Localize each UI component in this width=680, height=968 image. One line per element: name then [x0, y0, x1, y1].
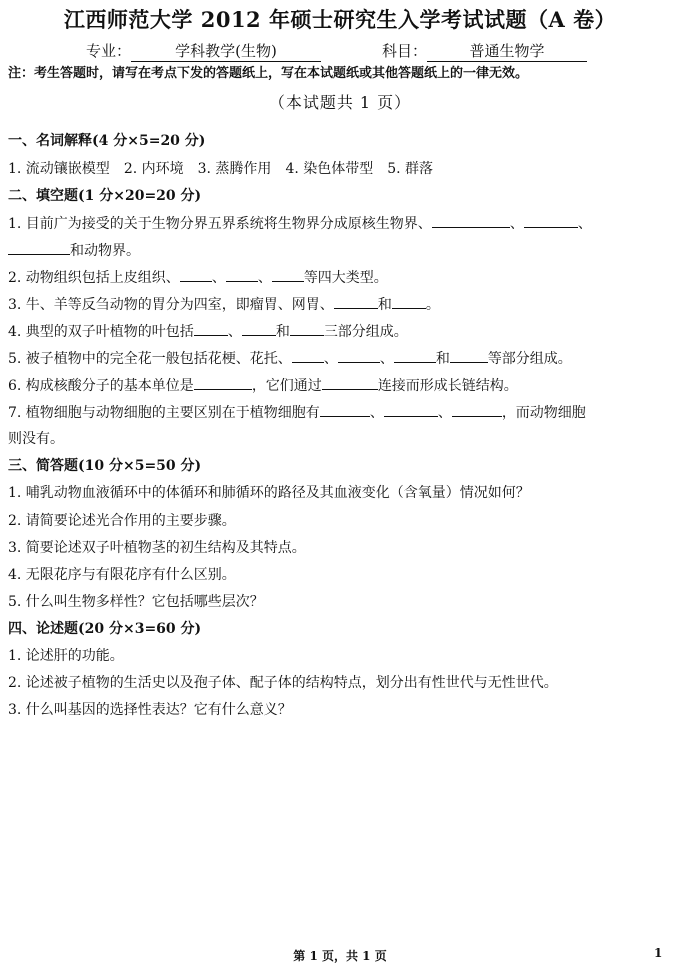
list-item: 2. 内环境	[123, 161, 184, 177]
separator: 、	[211, 270, 226, 286]
answer-blank	[320, 404, 370, 417]
answer-blank	[180, 269, 212, 282]
answer-blank	[452, 404, 502, 417]
answer-blank	[194, 377, 252, 390]
separator: 、	[369, 405, 384, 421]
list-item: 3. 什么叫基因的选择性表达？它有什么意义？	[8, 702, 292, 718]
answer-blank	[432, 215, 510, 228]
question-text: 5. 被子植物中的完全花一般包括花梗、花托、	[8, 351, 292, 367]
exam-notice: 注：考生答题时，请写在考点下发的答题纸上，写在本试题纸或其他答题纸上的一律无效。	[8, 66, 529, 81]
fill-question-4	[8, 321, 408, 341]
question-text: 三部分组成。	[323, 324, 408, 340]
major-label: 专业：	[86, 42, 132, 60]
question-text: 6. 构成核酸分子的基本单位是	[8, 378, 194, 394]
list-item: 1. 论述肝的功能。	[8, 648, 124, 664]
list-item: 4. 无限花序与有限花序有什么区别。	[8, 567, 236, 583]
separator: 、	[509, 216, 524, 232]
answer-blank	[292, 350, 324, 363]
list-item: 5. 什么叫生物多样性？它包括哪些层次？	[8, 594, 264, 610]
question-text: ，而动物细胞	[501, 405, 586, 421]
question-text: 3. 牛、羊等反刍动物的胃分为四室，即瘤胃、网胃、	[8, 297, 334, 313]
section-4-title: 四、论述题(20 分×3=60 分)	[8, 621, 202, 637]
exam-title: 江西师范大学 2012 年硕士研究生入学考试试题（A 卷）	[63, 7, 617, 32]
section-2-title: 二、填空题(1 分×20=20 分)	[8, 188, 202, 204]
question-text: 等部分组成。	[487, 351, 572, 367]
question-text: 和	[275, 324, 290, 340]
major-value: 学科教学(生物)	[131, 40, 321, 62]
page-footer: 第 1 页，共 1 页	[293, 949, 387, 963]
page-count-note: （本试题共 1 页）	[268, 93, 412, 112]
section-3-title: 三、简答题(10 分×5=50 分)	[8, 458, 202, 474]
list-item: 4. 染色体带型	[285, 161, 374, 177]
question-text: 连接而形成长链结构。	[377, 378, 518, 394]
answer-blank	[384, 404, 438, 417]
fill-question-6	[8, 375, 518, 395]
answer-blank	[8, 242, 70, 255]
list-item: 3. 蒸腾作用	[197, 161, 272, 177]
list-item: 5. 群落	[387, 161, 434, 177]
period: 。	[425, 297, 440, 313]
separator: 、	[227, 324, 242, 340]
question-text: 等四大类型。	[303, 270, 388, 286]
list-item: 1. 哺乳动物血液循环中的体循环和肺循环的路径及其血液变化（含氧量）情况如何？	[8, 485, 530, 501]
answer-blank	[322, 377, 378, 390]
subject-label: 科目：	[382, 42, 428, 60]
section-1-title: 一、名词解释(4 分×5=20 分)	[8, 133, 206, 149]
separator: 、	[379, 351, 394, 367]
question-text: 和	[435, 351, 450, 367]
answer-blank	[290, 323, 324, 336]
separator: 、	[577, 216, 592, 232]
list-item: 3. 简要论述双子叶植物茎的初生结构及其特点。	[8, 540, 306, 556]
answer-blank	[392, 296, 426, 309]
fill-question-1-cont	[8, 240, 140, 260]
question-text: 和	[377, 297, 392, 313]
question-text: 和动物界。	[70, 243, 140, 259]
subject-field	[382, 40, 587, 62]
answer-blank	[334, 296, 378, 309]
fill-question-7	[8, 402, 586, 422]
question-text: 1. 目前广为接受的关于生物分界五界系统将生物界分成原核生物界、	[8, 216, 432, 232]
answer-blank	[194, 323, 228, 336]
question-text: 7. 植物细胞与动物细胞的主要区别在于植物细胞有	[8, 405, 320, 421]
separator: 、	[323, 351, 338, 367]
fill-question-5	[8, 348, 572, 368]
subject-value: 普通生物学	[427, 40, 587, 62]
list-item: 2. 请简要论述光合作用的主要步骤。	[8, 513, 236, 529]
fill-question-1	[8, 213, 592, 233]
list-item: 1. 流动镶嵌模型	[8, 161, 110, 177]
answer-blank	[226, 269, 258, 282]
answer-blank	[450, 350, 488, 363]
question-text: ，它们通过	[251, 378, 322, 394]
fill-question-3	[8, 294, 440, 314]
answer-blank	[242, 323, 276, 336]
list-item: 2. 论述被子植物的生活史以及孢子体、配子体的结构特点，划分出有性世代与无性世代。	[8, 675, 558, 691]
separator: 、	[257, 270, 272, 286]
question-text: 4. 典型的双子叶植物的叶包括	[8, 324, 194, 340]
fill-question-2	[8, 267, 388, 287]
section-1-items	[8, 158, 447, 178]
page-number: 1	[654, 946, 663, 960]
answer-blank	[394, 350, 436, 363]
answer-blank	[524, 215, 578, 228]
fill-question-7-cont: 则没有。	[8, 431, 64, 447]
major-field	[86, 40, 321, 62]
answer-blank	[272, 269, 304, 282]
question-text: 2. 动物组织包括上皮组织、	[8, 270, 180, 286]
answer-blank	[338, 350, 380, 363]
separator: 、	[437, 405, 452, 421]
